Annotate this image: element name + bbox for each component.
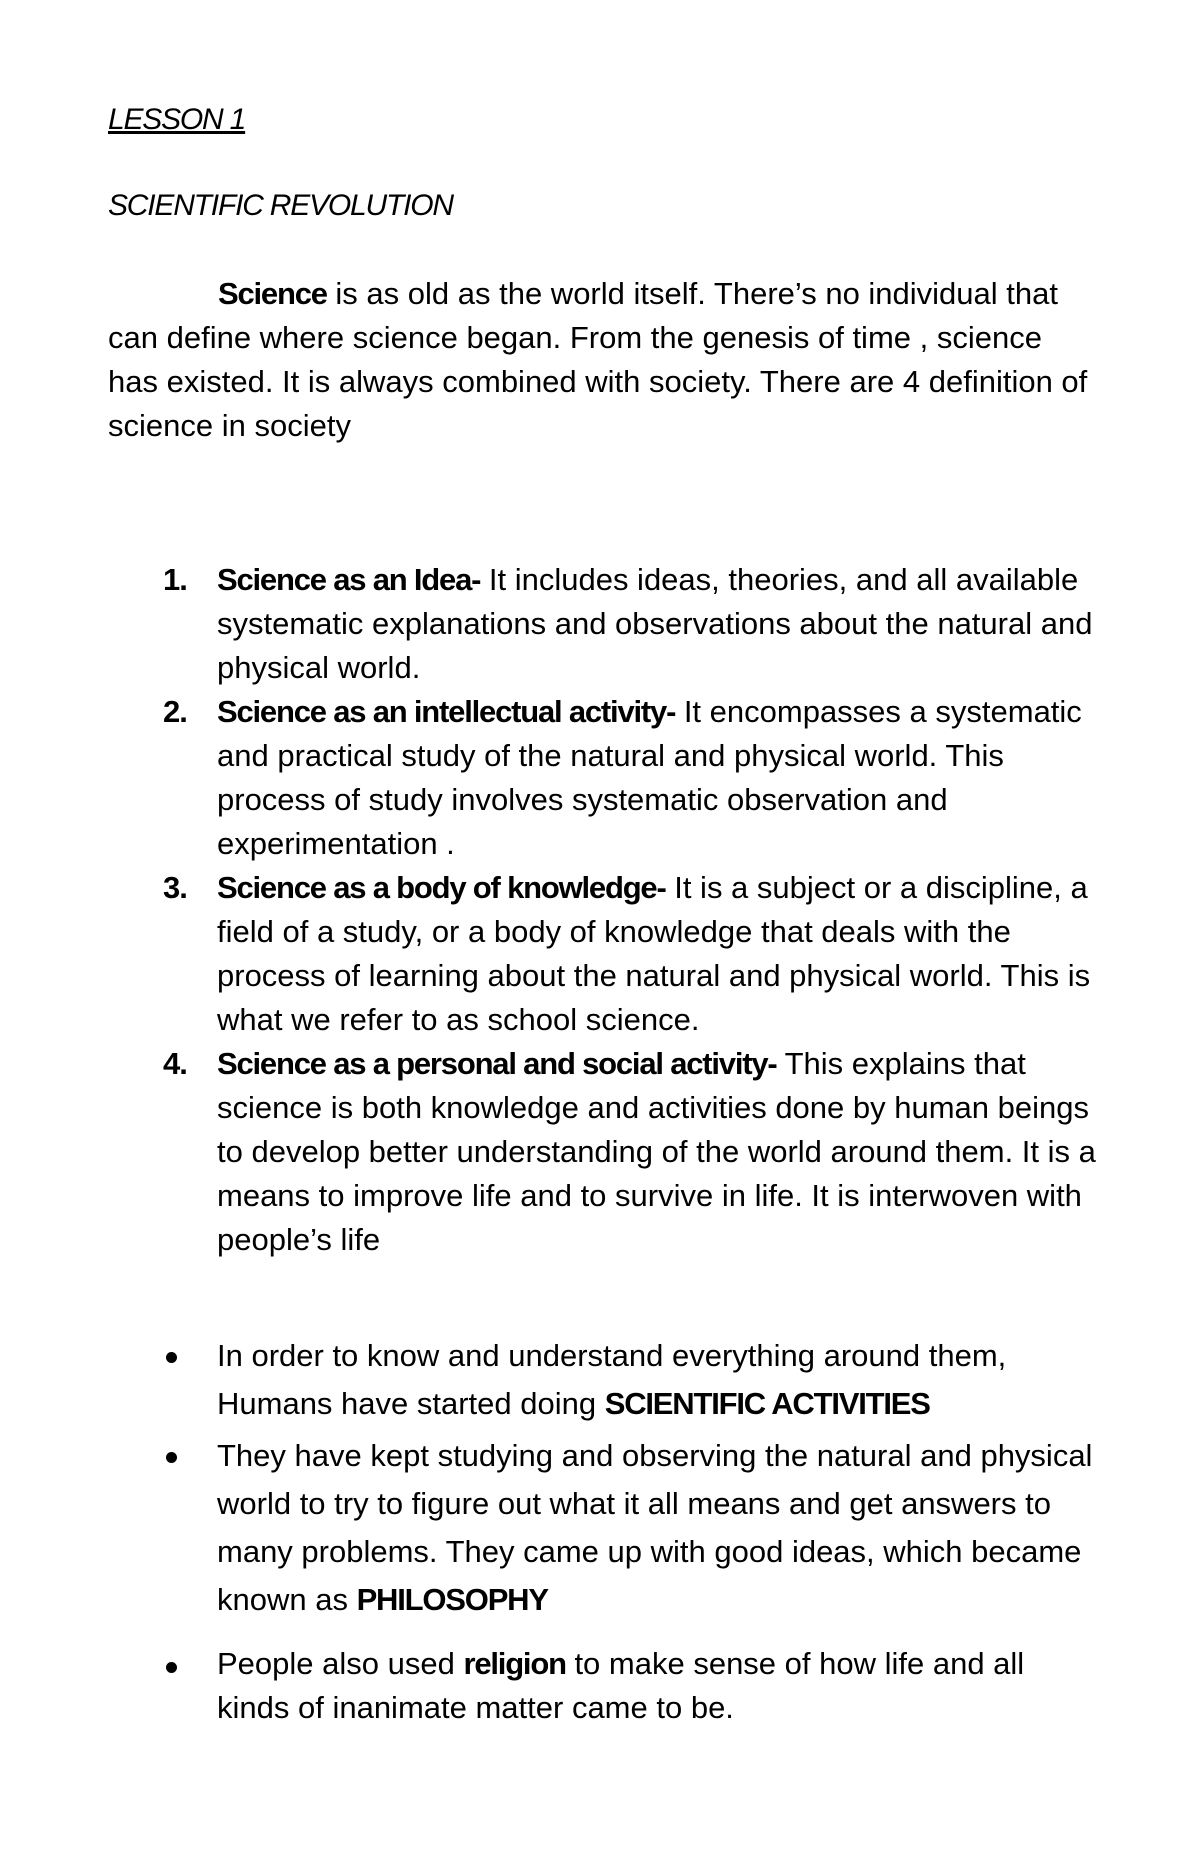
bullet-item bbox=[108, 1642, 1097, 1730]
definition-text: It encompasses a systematic and practical study of the natural and physical world. This process of study involves systematic observation and experimentation . bbox=[217, 694, 1082, 861]
intro-term: Science bbox=[218, 276, 327, 311]
lesson-heading: LESSON 1 bbox=[108, 103, 246, 136]
definition-item bbox=[108, 1042, 1097, 1262]
definition-term: Science as a personal and social activity- bbox=[217, 1046, 777, 1081]
definition-text: It includes ideas, theories, and all available systematic explanations and observations about the natural and physical world. bbox=[217, 562, 1093, 685]
bullet-dot-icon bbox=[166, 1662, 177, 1673]
intro-text: is as old as the world itself. There’s no individual that can define where science began. From the genesis of time , science has existed. It is always combined with society. There are 4 definition of science in society bbox=[108, 276, 1088, 443]
bullet-item bbox=[108, 1332, 1097, 1428]
list-number: 3. bbox=[163, 870, 187, 905]
list-number: 1. bbox=[163, 562, 187, 597]
lesson-title: SCIENTIFIC REVOLUTION bbox=[108, 189, 453, 222]
list-number: 2. bbox=[163, 694, 187, 729]
bullet-emphasis: religion bbox=[463, 1646, 566, 1681]
definition-text: It is a subject or a discipline, a field of a study, or a body of knowledge that deals with the process of learning about the natural and physical world. This is what we refer to as school science. bbox=[217, 870, 1091, 1037]
bullet-list bbox=[108, 1332, 1108, 1730]
list-number: 4. bbox=[163, 1046, 187, 1081]
document-page bbox=[108, 100, 1108, 1734]
bullet-text: People also used bbox=[217, 1646, 464, 1681]
definition-text: This explains that science is both knowledge and activities done by human beings to develop better understanding of the world around them. It is a means to improve life and to survive in life. It is interwoven with people’s life bbox=[217, 1046, 1096, 1257]
definition-item bbox=[108, 866, 1097, 1042]
bullet-emphasis: SCIENTIFIC ACTIVITIES bbox=[604, 1386, 930, 1421]
bullet-dot-icon bbox=[166, 1452, 177, 1463]
bullet-item bbox=[108, 1432, 1097, 1624]
bullet-text: In order to know and understand everything around them, Humans have started doing bbox=[217, 1338, 1007, 1421]
intro-paragraph bbox=[108, 272, 1098, 448]
bullet-emphasis: PHILOSOPHY bbox=[356, 1582, 548, 1617]
bullet-text-after: to make sense of how life and all kinds of inanimate matter came to be. bbox=[217, 1646, 1025, 1725]
definition-term: Science as an Idea- bbox=[217, 562, 481, 597]
definition-term: Science as an intellectual activity- bbox=[217, 694, 676, 729]
definitions-list bbox=[108, 558, 1108, 1262]
bullet-dot-icon bbox=[166, 1352, 177, 1363]
definition-item bbox=[108, 558, 1097, 690]
definition-item bbox=[108, 690, 1097, 866]
bullet-text: They have kept studying and observing the natural and physical world to try to figure out what it all means and get answers to many problems. They came up with good ideas, which became known as bbox=[217, 1438, 1093, 1617]
definition-term: Science as a body of knowledge- bbox=[217, 870, 666, 905]
